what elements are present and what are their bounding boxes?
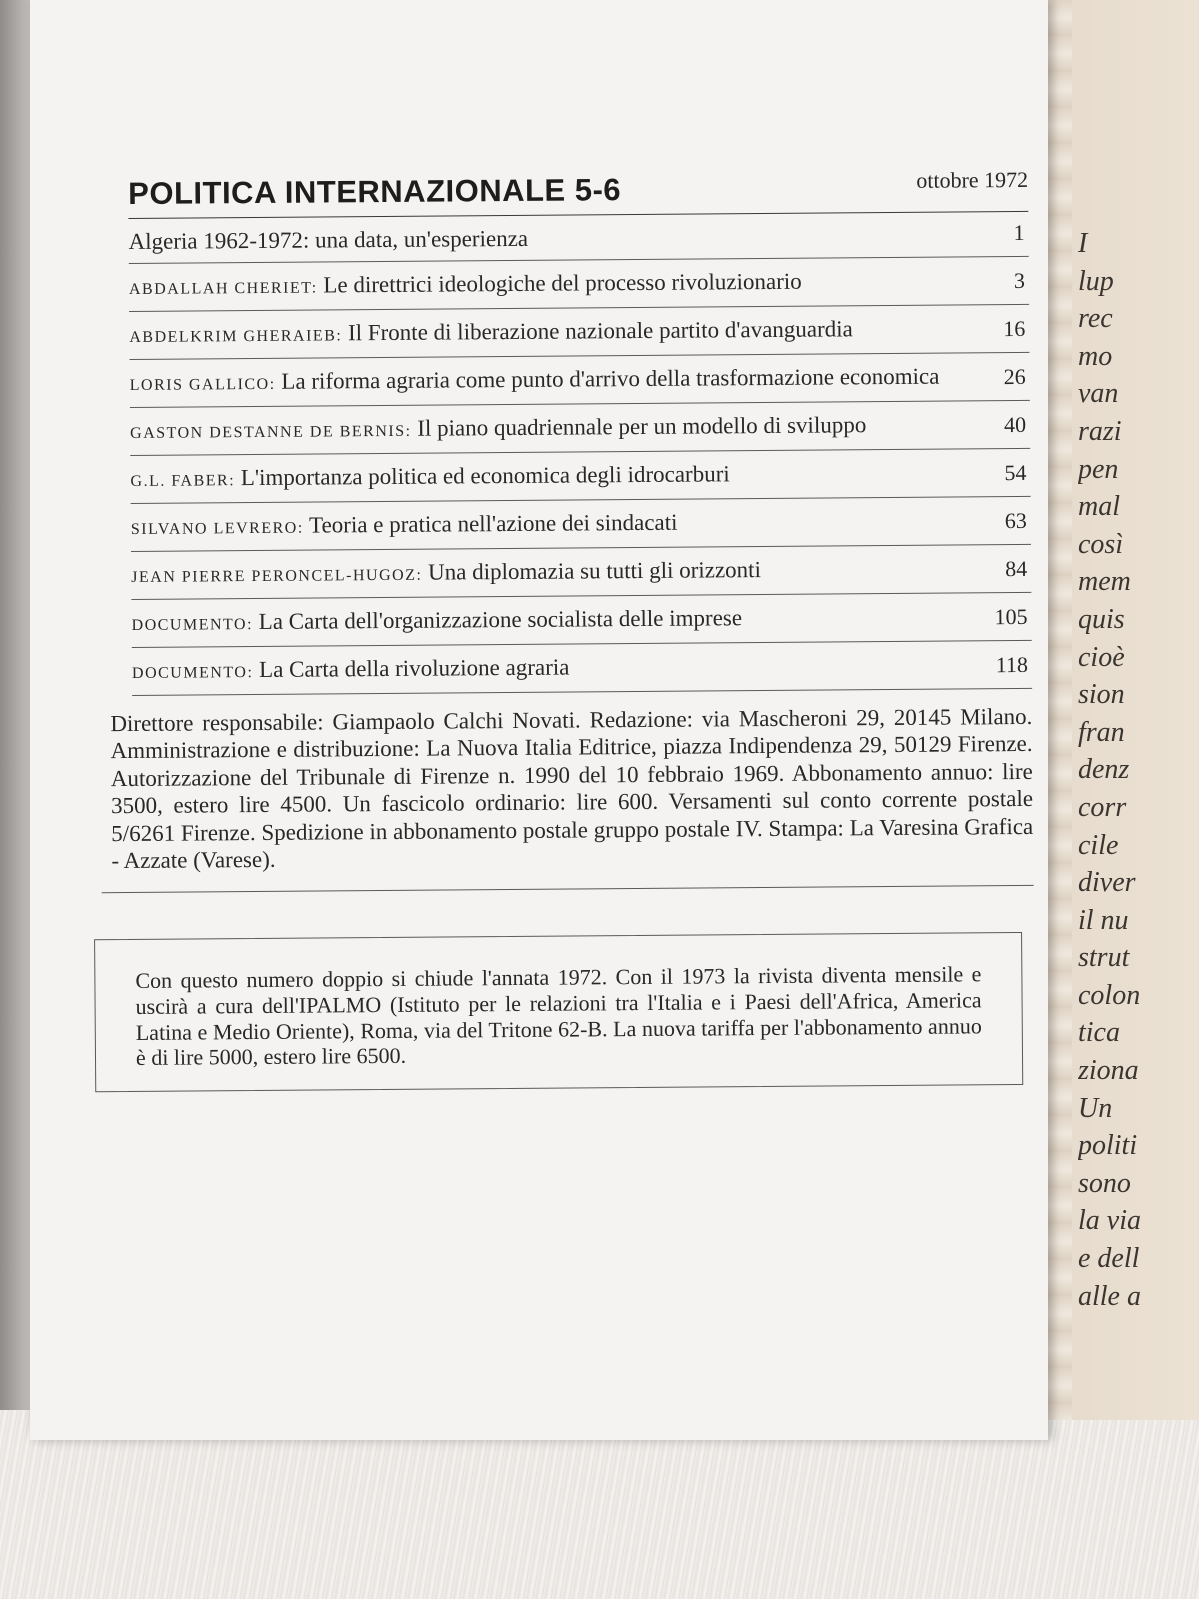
toc-title: Algeria 1962-1972: una data, un'esperienza	[128, 225, 529, 254]
toc-page-number: 1	[1013, 219, 1025, 246]
toc-title: Teoria e pratica nell'azione dei sindacati	[308, 509, 678, 538]
facing-page-line: così	[1078, 528, 1124, 560]
toc-entry	[131, 545, 1031, 600]
toc-page-number: 84	[1005, 555, 1028, 582]
toc-entry	[128, 212, 1028, 264]
facing-page-line: van	[1078, 378, 1119, 410]
facing-page-line: il nu	[1078, 904, 1129, 936]
facing-page-line: I	[1078, 228, 1088, 259]
toc-title: Il piano quadriennale per un modello di sviluppo	[417, 412, 867, 441]
facing-page-line: corr	[1078, 791, 1127, 823]
toc-author: GASTON DESTANNE DE BERNIS:	[130, 422, 412, 442]
facing-page-line: tica	[1078, 1017, 1120, 1049]
table-of-contents	[128, 212, 1032, 696]
toc-page-number: 63	[1004, 507, 1027, 534]
facing-page-line: colon	[1078, 979, 1141, 1011]
notice-box	[94, 932, 1023, 1092]
toc-title: La Carta dell'organizzazione socialista delle imprese	[258, 605, 743, 634]
toc-author: G.L. FABER:	[130, 472, 236, 490]
toc-author: LORIS GALLICO:	[129, 375, 276, 394]
facing-page-line: denz	[1078, 754, 1130, 786]
facing-page-line: rec	[1078, 303, 1113, 335]
magazine-title: POLITICA INTERNAZIONALE 5-6	[128, 172, 622, 211]
toc-title: Una diplomazia su tutti gli orizzonti	[428, 557, 762, 585]
toc-author: DOCUMENTO:	[131, 616, 254, 634]
facing-page-line: sion	[1078, 679, 1125, 711]
toc-entry	[130, 449, 1030, 504]
toc-title: L'importanza politica ed economica degli idrocarburi	[240, 461, 730, 491]
masthead	[128, 159, 1028, 219]
facing-page-line: mal	[1078, 491, 1120, 523]
facing-page-line: ziona	[1078, 1055, 1139, 1087]
facing-page-line: e dell	[1078, 1243, 1140, 1275]
facing-page-line: la via	[1078, 1205, 1141, 1237]
toc-title: La riforma agraria come punto d'arrivo della trasformazione economica	[281, 363, 940, 394]
toc-title: Il Fronte di liberazione nazionale partito d'avanguardia	[347, 316, 853, 346]
toc-title: Le direttrici ideologiche del processo rivoluzionario	[323, 268, 802, 298]
facing-page-line: fran	[1078, 716, 1125, 748]
facing-page-line: quis	[1078, 603, 1125, 635]
facing-page-line: sono	[1078, 1167, 1131, 1199]
facing-page-line: strut	[1078, 942, 1130, 974]
toc-entry	[132, 641, 1032, 696]
toc-entry	[131, 497, 1031, 552]
toc-page-number: 105	[994, 603, 1028, 630]
facing-page-text	[1078, 225, 1199, 1315]
toc-author: ABDELKRIM GHERAIEB:	[129, 327, 343, 346]
page-content	[110, 159, 1035, 1092]
facing-page-line: cioè	[1078, 641, 1125, 673]
notice-text: Con questo numero doppio si chiude l'annata 1972. Con il 1973 la rivista diventa mensile e uscirà a cura dell'IPALMO (Istituto per le relazioni tra l'Italia e i Paesi dell'Africa, America Latina e Medio Oriente), Roma, via del Tritone 62-B. La nuova tariffa per l'abbonamento annuo è di lire 5000, estero lire 6500.	[135, 961, 982, 1071]
toc-page-number: 54	[1004, 459, 1027, 486]
facing-page-line: politi	[1078, 1130, 1138, 1162]
toc-page-number: 16	[1003, 315, 1026, 342]
toc-title: La Carta della rivoluzione agraria	[258, 654, 570, 682]
facing-page-edge	[1046, 0, 1072, 1420]
facing-page-line: razi	[1078, 415, 1122, 447]
facing-page-line: alle a	[1078, 1280, 1141, 1312]
toc-entry	[129, 305, 1029, 360]
toc-page-number: 118	[995, 651, 1029, 678]
facing-page-line: mem	[1078, 566, 1131, 598]
facing-page-line: lup	[1078, 265, 1114, 297]
toc-page-number: 3	[1013, 267, 1026, 294]
toc-page-number: 26	[1003, 363, 1026, 390]
toc-entry	[130, 353, 1030, 408]
toc-entry	[129, 257, 1029, 312]
toc-entry	[130, 401, 1030, 456]
toc-author: ABDALLAH CHERIET:	[128, 279, 318, 298]
toc-author: JEAN PIERRE PERONCEL-HUGOZ:	[131, 566, 423, 586]
facing-page-line: Un	[1078, 1092, 1113, 1124]
toc-entry	[131, 593, 1031, 648]
toc-page-number: 40	[1003, 411, 1027, 438]
colophon: Direttore responsabile: Giampaolo Calchi Novati. Redazione: via Mascheroni 29, 20145 Milano. Amministrazione e distribuzione: La Nuova Italia Editrice, piazza Indipendenza 29, 50129 Firenze. Autorizzazione del Tribunale di Firenze n. 1990 del 10 febbraio 1969. Abbonamento annuo: lire 3500, estero lire 4500. Un fascicolo ordinario: lire 600. Versamenti sul conto corrente postale 5/6261 Firenze. Spedizione in abbonamento postale gruppo postale IV. Stampa: La Varesina Grafica - Azzate (Varese).	[110, 703, 1034, 874]
facing-page-line: cile	[1078, 829, 1119, 861]
facing-page-line: diver	[1078, 867, 1136, 899]
facing-page-line: pen	[1078, 453, 1119, 485]
toc-author: DOCUMENTO:	[131, 664, 254, 682]
toc-author: SILVANO LEVRERO:	[130, 519, 304, 538]
facing-page-line: mo	[1078, 340, 1113, 372]
divider	[102, 885, 1034, 893]
issue-date: ottobre 1972	[916, 166, 1029, 193]
